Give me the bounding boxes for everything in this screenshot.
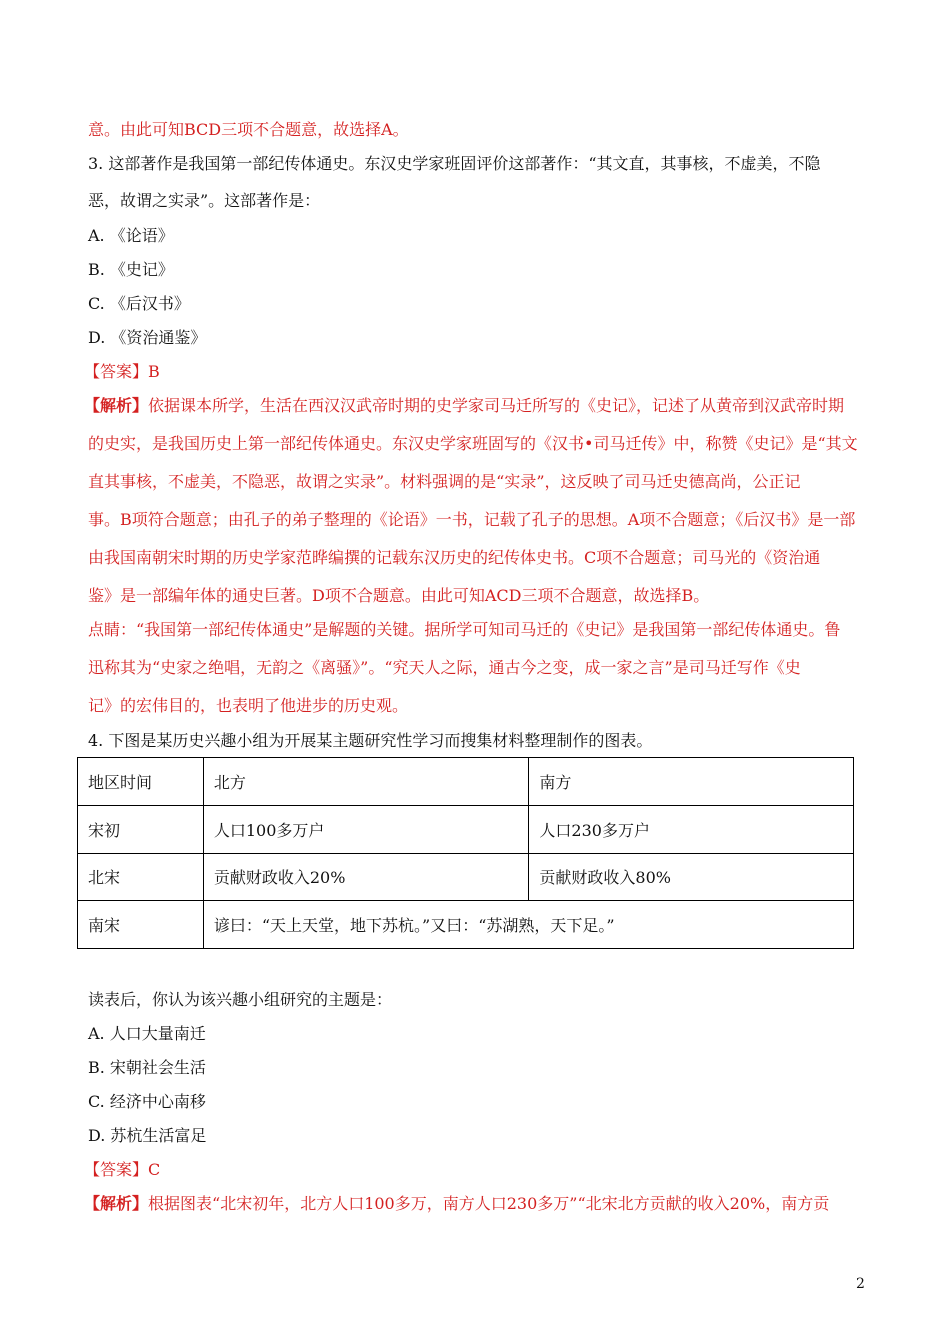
table-header-row	[78, 758, 854, 806]
page-number: 2	[856, 1276, 865, 1292]
q3-option-b: B. 《史记》	[88, 260, 174, 279]
q4-data-table	[77, 757, 854, 949]
q4-option-a: A. 人口大量南迁	[88, 1024, 206, 1043]
q3-option-d: D. 《资治通鉴》	[88, 328, 207, 347]
table-cell: 宋初	[78, 805, 204, 853]
q4-question: 读表后，你认为该兴趣小组研究的主题是：	[88, 990, 393, 1009]
q3-explanation-line-5: 由我国南朝宋时期的历史学家范晔编撰的记载东汉历史的纪传体史书。C项不合题意；司马光的《资治通	[88, 548, 821, 567]
q3-point-line-1: 点睛：“我国第一部纪传体通史”是解题的关键。据所学可知司马迁的《史记》是我国第一部纪传体通史。鲁	[88, 620, 841, 639]
q3-explanation-line-1	[84, 393, 844, 416]
q3-stem-line-1: 3. 这部著作是我国第一部纪传体通史。东汉史学家班固评价这部著作：“其文直，其事核，不虚美，不隐	[88, 154, 821, 173]
table-cell: 贡献财政收入80%	[529, 853, 854, 901]
q3-point-line-3: 记》的宏伟目的，也表明了他进步的历史观。	[88, 696, 409, 715]
q3-option-c: C. 《后汉书》	[88, 294, 190, 313]
q3-explanation-tag: 【解析】	[84, 396, 149, 415]
table-header-cell: 地区时间	[78, 758, 204, 806]
table-row	[78, 805, 854, 853]
q3-explanation-line-2: 的史实，是我国历史上第一部纪传体通史。东汉史学家班固写的《汉书•司马迁传》中，称赞《史记》是“其文	[88, 434, 858, 453]
q3-explanation-line-6: 鉴》是一部编年体的通史巨著。D项不合题意。由此可知ACD三项不合题意，故选择B。	[88, 586, 710, 605]
table-header-cell: 南方	[529, 758, 854, 806]
table-cell: 北宋	[78, 853, 204, 901]
q3-answer: 【答案】B	[84, 362, 160, 381]
table-cell: 南宋	[78, 901, 204, 949]
q4-explanation-text: 根据图表“北宋初年，北方人口100多万，南方人口230多万”“北宋北方贡献的收入20%，南方贡	[148, 1194, 830, 1213]
q4-option-b: B. 宋朝社会生活	[88, 1058, 206, 1077]
table-row	[78, 853, 854, 901]
table-cell-merged: 谚曰：“天上天堂，地下苏杭。”又曰：“苏湖熟，天下足。”	[203, 901, 853, 949]
q3-point-line-2: 迅称其为“史家之绝唱，无韵之《离骚》”。“究天人之际，通古今之变，成一家之言”是司马迁写作《史	[88, 658, 801, 677]
table-row	[78, 901, 854, 949]
q3-explanation-line-3: 直其事核，不虚美，不隐恶，故谓之实录”。材料强调的是“实录”，这反映了司马迁史德高尚，公正记	[88, 472, 801, 491]
q4-explanation-line-1	[84, 1191, 829, 1214]
q4-answer: 【答案】C	[84, 1160, 161, 1179]
q3-explanation-line-4: 事。B项符合题意；由孔子的弟子整理的《论语》一书，记载了孔子的思想。A项不合题意；《后汉书》是一部	[88, 510, 856, 529]
q3-option-a: A. 《论语》	[88, 226, 174, 245]
table-cell: 人口230多万户	[529, 805, 854, 853]
q3-explanation-text: 依据课本所学，生活在西汉汉武帝时期的史学家司马迁所写的《史记》，记述了从黄帝到汉武帝时期	[148, 396, 845, 415]
q4-option-c: C. 经济中心南移	[88, 1092, 206, 1111]
previous-explanation-tail: 意。由此可知BCD三项不合题意，故选择A。	[88, 120, 409, 139]
q4-stem: 4. 下图是某历史兴趣小组为开展某主题研究性学习而搜集材料整理制作的图表。	[88, 731, 653, 750]
table-cell: 贡献财政收入20%	[203, 853, 529, 901]
q3-stem-line-2: 恶，故谓之实录”。这部著作是：	[88, 191, 321, 210]
q4-explanation-tag: 【解析】	[84, 1194, 149, 1213]
q4-option-d: D. 苏杭生活富足	[88, 1126, 207, 1145]
table-header-cell: 北方	[203, 758, 529, 806]
table-cell: 人口100多万户	[203, 805, 529, 853]
